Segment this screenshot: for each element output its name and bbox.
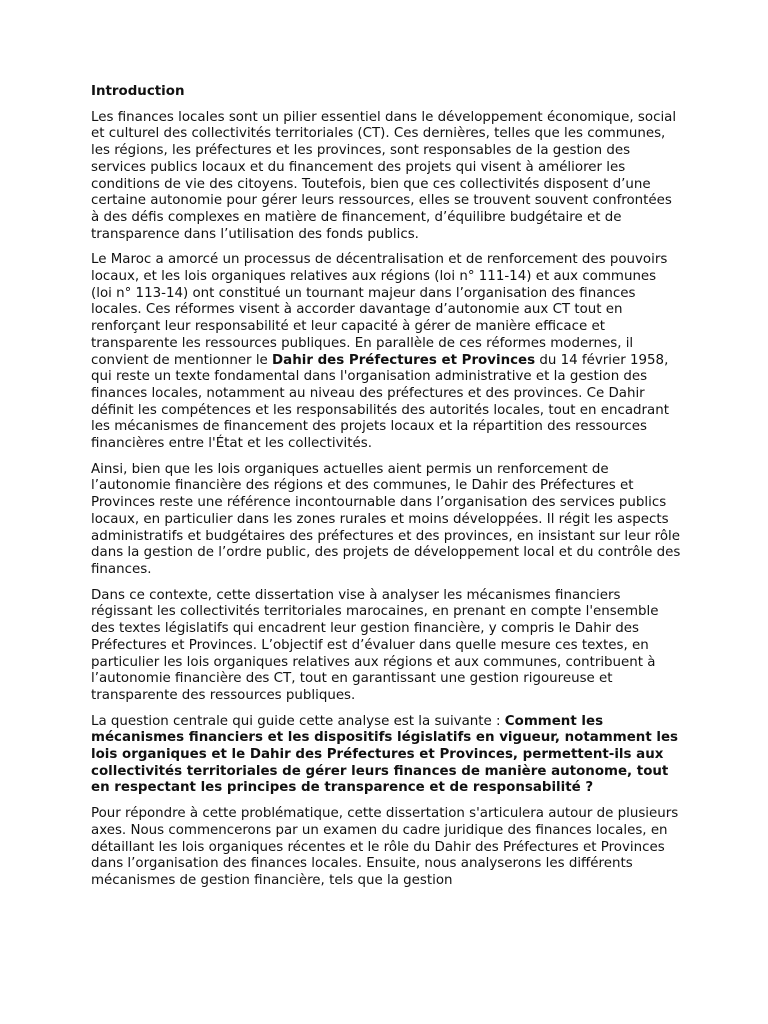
paragraph-2-text-end: du 14 février 1958, qui reste un texte fondamental dans l'organisation administrative et la gestion des finances locales, notamment au niveau des préfectures et des provinces. Ce Dahir définit les compétences et les responsabilités des autorités locales, tout en encadrant les mécanismes de financement des projets locaux et la répartition des ressources financières entre l'État et les collectivités. [91,352,669,452]
paragraph-1: Les finances locales sont un pilier essentiel dans le développement économique, social et culturel des collectivités territoriales (CT). Ces dernières, telles que les communes, les régions, les préfectures et les provinces, sont responsables de la gestion des services publics locaux et du financement des projets qui visent à améliorer les conditions de vie des citoyens. Toutefois, bien que ces collectivités disposent d’une certaine autonomie pour gérer leurs ressources, elles se trouvent souvent confrontées à des défis complexes en matière de financement, d’équilibre budgétaire et de transparence dans l’utilisation des fonds publics. [91,109,677,242]
paragraph-2 [91,252,681,452]
paragraph-6: Pour répondre à cette problématique, cette dissertation s'articulera autour de plusieurs axes. Nous commencerons par un examen du cadre juridique des finances locales, en détaillant les lois organiques récentes et le rôle du Dahir des Préfectures et Provinces dans l’organisation des finances locales. Ensuite, nous analyserons les différents mécanismes de gestion financière, tels que la gestion [91,806,679,888]
paragraph-4: Dans ce contexte, cette dissertation vise à analyser les mécanismes financiers régissant les collectivités territoriales marocaines, en prenant en compte l'ensemble des textes législatifs qui encadrent leur gestion financière, y compris le Dahir des Préfectures et Provinces. L’objectif est d’évaluer dans quelle mesure ces textes, en particulier les lois organiques relatives aux régions et aux communes, contribuent à l’autonomie financière des CT, tout en garantissant une gestion rigoureuse et transparente des ressources publiques. [91,587,659,703]
paragraph-2-bold-term: Dahir des Préfectures et Provinces [272,352,536,368]
paragraph-5 [91,714,681,798]
paragraph-5-intro: La question centrale qui guide cette analyse est la suivante : [91,713,505,729]
section-heading: Introduction [91,84,185,99]
document-body [91,84,681,899]
paragraph-3: Ainsi, bien que les lois organiques actuelles aient permis un renforcement de l’autonomie financière des régions et des communes, le Dahir des Préfectures et Provinces reste une référence incontournable dans l’organisation des services publics locaux, en particulier dans les zones rurales et moins développées. Il régit les aspects administratifs et budgétaires des préfectures et des provinces, en insistant sur leur rôle dans la gestion de l’ordre public, des projets de développement local et du contrôle des finances. [91,461,681,577]
central-question: Comment les mécanismes financiers et les dispositifs législatifs en vigueur, notamment les lois organiques et le Dahir des Préfectures et Provinces, permettent-ils aux collectivités territoriales de gérer leurs finances de manière autonome, tout en respectant les principes de transparence et de responsabilité ? [91,713,679,796]
paragraph-2-text-start: Le Maroc a amorcé un processus de décentralisation et de renforcement des pouvoirs locaux, et les lois organiques relatives aux régions (loi n° 111-14) et aux communes (loi n° 113-14) ont constitué un tournant majeur dans l’organisation des finances locales. Ces réformes visent à accorder davantage d’autonomie aux CT tout en renforçant leur responsabilité et leur capacité à gérer de manière efficace et transparente les ressources publiques. En parallèle de ces réformes modernes, il convient de mentionner le [91,252,668,368]
